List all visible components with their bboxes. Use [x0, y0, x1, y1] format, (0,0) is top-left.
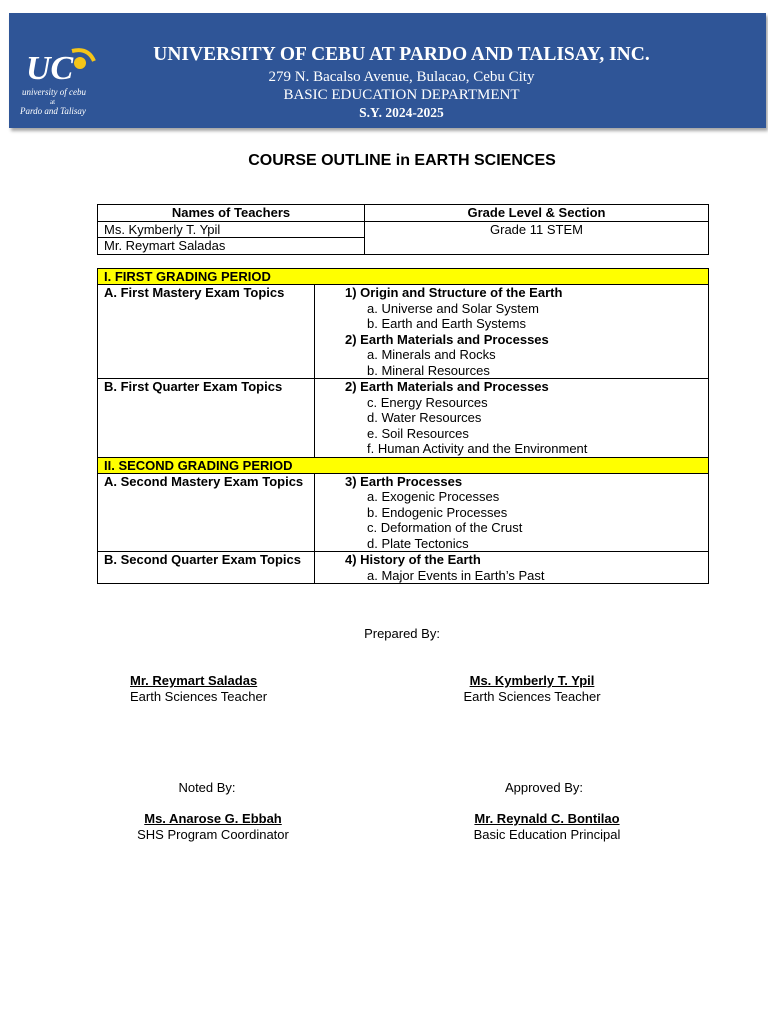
signatory-role: Basic Education Principal: [473, 826, 621, 842]
signatory-role: Earth Sciences Teacher: [130, 688, 268, 704]
teachers-table: [97, 204, 709, 255]
list-item: b. Earth and Earth Systems: [367, 316, 526, 331]
signatory-name: Mr. Reynald C. Bontilao: [474, 811, 620, 826]
signatory-block: [440, 673, 624, 704]
signatory-name: Ms. Anarose G. Ebbah: [144, 811, 282, 826]
teacher-name: Mr. Reymart Saladas: [98, 238, 365, 255]
list-item: b. Endogenic Processes: [367, 504, 508, 520]
period-heading: II. SECOND GRADING PERIOD: [98, 457, 709, 473]
list-item: 4) History of the Earth: [345, 552, 481, 567]
signatory-name: Mr. Reymart Saladas: [130, 673, 258, 688]
list-item: d. Water Resources: [367, 410, 482, 425]
svg-text:Pardo and Talisay: Pardo and Talisay: [20, 106, 86, 116]
list-item: a. Major Events in Earth’s Past: [367, 567, 545, 583]
noted-by-label: Noted By:: [178, 780, 236, 795]
signatory-name: Ms. Kymberly T. Ypil: [469, 673, 595, 688]
topic-list: [315, 552, 709, 584]
signatory-role: Earth Sciences Teacher: [463, 688, 601, 704]
list-item: 2) Earth Materials and Processes: [345, 379, 549, 394]
list-item: 1) Origin and Structure of the Earth: [345, 285, 563, 300]
page-title: COURSE OUTLINE in EARTH SCIENCES: [248, 152, 556, 169]
list-item: 3) Earth Processes: [345, 473, 463, 489]
list-item: a. Universe and Solar System: [367, 300, 539, 316]
topic-list: [315, 285, 709, 379]
list-item: e. Soil Resources: [367, 425, 469, 441]
signatory-block: [130, 673, 267, 704]
header-text: [109, 42, 694, 122]
school-logo: [20, 45, 102, 117]
signatory-block: [118, 811, 308, 842]
col-grade-header: Grade Level & Section: [365, 205, 709, 222]
prepared-by-label: Prepared By:: [364, 626, 440, 641]
signatory-role: SHS Program Coordinator: [137, 826, 289, 842]
period-heading: I. FIRST GRADING PERIOD: [98, 269, 709, 285]
list-item: a. Minerals and Rocks: [367, 347, 496, 362]
svg-text:UC: UC: [26, 50, 74, 87]
signatory-block: [450, 811, 644, 842]
list-item: f. Human Activity and the Environment: [367, 441, 588, 456]
uc-logo-icon: [20, 45, 102, 117]
list-item: c. Energy Resources: [367, 394, 488, 410]
grade-level: Grade 11 STEM: [365, 221, 709, 254]
teacher-name: Ms. Kymberly T. Ypil: [98, 221, 365, 238]
approved-by-label: Approved By:: [504, 780, 584, 795]
list-item: b. Mineral Resources: [367, 362, 490, 378]
topic-list: [315, 473, 709, 552]
list-item: d. Plate Tectonics: [367, 535, 469, 551]
row-label: A. First Mastery Exam Topics: [98, 285, 315, 379]
outline-table: [97, 268, 709, 584]
header-banner: [9, 13, 766, 128]
list-item: a. Exogenic Processes: [367, 489, 500, 504]
school-year: S.Y. 2024-2025: [359, 105, 444, 120]
svg-text:at: at: [50, 98, 56, 106]
row-label: B. First Quarter Exam Topics: [98, 379, 315, 458]
svg-text:university of cebu: university of cebu: [22, 87, 86, 97]
school-name: UNIVERSITY OF CEBU AT PARDO AND TALISAY, INC.: [153, 44, 650, 65]
col-teachers-header: Names of Teachers: [98, 205, 365, 222]
topic-list: [315, 379, 709, 458]
row-label: B. Second Quarter Exam Topics: [98, 552, 315, 584]
list-item: c. Deformation of the Crust: [367, 520, 523, 535]
school-address: 279 N. Bacalso Avenue, Bulacao, Cebu City: [268, 69, 535, 85]
row-label: A. Second Mastery Exam Topics: [98, 473, 315, 552]
list-item: 2) Earth Materials and Processes: [345, 331, 549, 347]
department-name: BASIC EDUCATION DEPARTMENT: [283, 87, 520, 103]
